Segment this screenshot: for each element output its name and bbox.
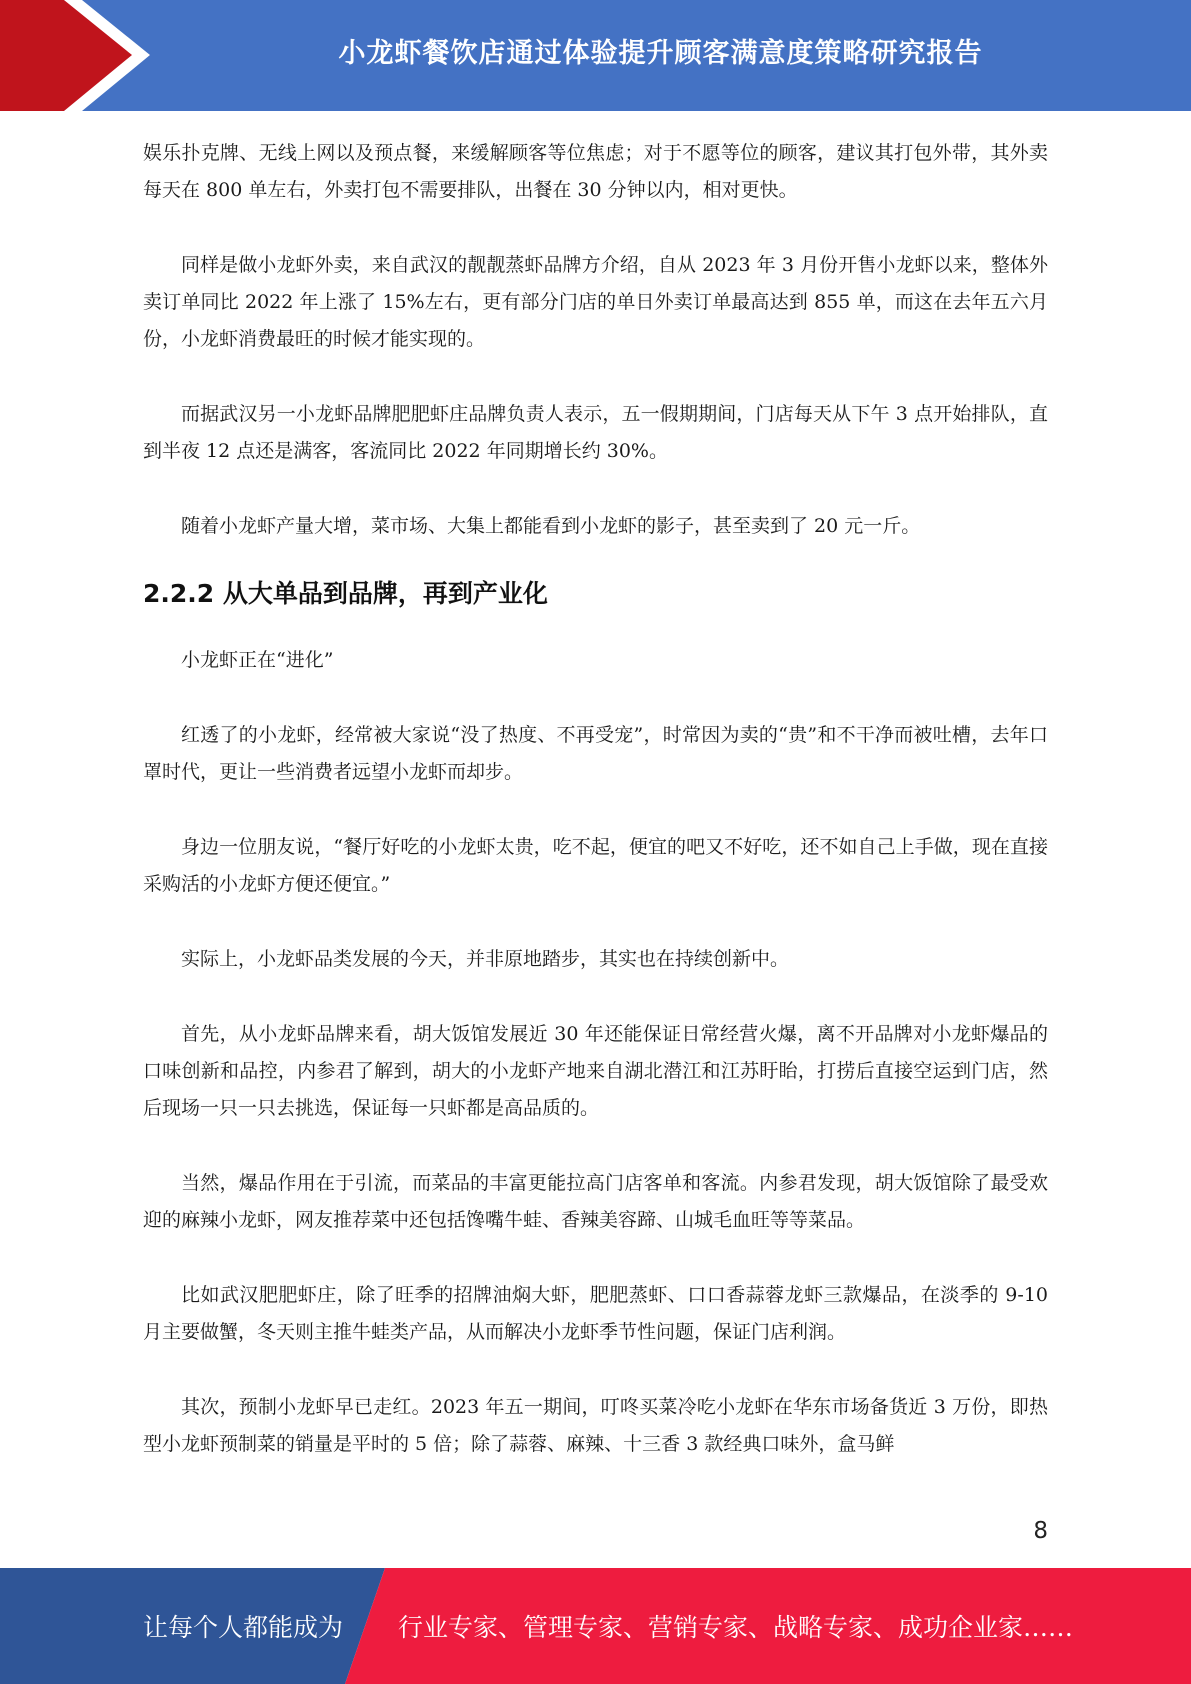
footer-slogan-left: 让每个人都能成为: [143, 1613, 344, 1642]
paragraph: 当然，爆品作用在于引流，而菜品的丰富更能拉高门店客单和客流。内参君发现，胡大饭馆除了最受欢迎的麻辣小龙虾，网友推荐菜中还包括馋嘴牛蛙、香辣美容蹄、山城毛血旺等等菜品。: [143, 1172, 1048, 1231]
paragraph: 红透了的小龙虾，经常被大家说“没了热度、不再受宠”，时常因为卖的“贵”和不干净而被吐槽，去年口罩时代，更让一些消费者远望小龙虾而却步。: [143, 724, 1048, 783]
paragraph: 娱乐扑克牌、无线上网以及预点餐，来缓解顾客等位焦虑；对于不愿等位的顾客，建议其打包外带，其外卖每天在 800 单左右，外卖打包不需要排队，出餐在 30 分钟以内，相对更快。: [143, 142, 1048, 201]
paragraph: 其次，预制小龙虾早已走红。2023 年五一期间，叮咚买菜冷吃小龙虾在华东市场备货近 3 万份，即热型小龙虾预制菜的销量是平时的 5 倍；除了蒜蓉、麻辣、十三香 3 款经典口味外，盒马鲜: [143, 1396, 1048, 1455]
paragraph: 比如武汉肥肥虾庄，除了旺季的招牌油焖大虾，肥肥蒸虾、口口香蒜蓉龙虾三款爆品，在淡季的 9-10 月主要做蟹，冬天则主推牛蛙类产品，从而解决小龙虾季节性问题，保证门店利润。: [143, 1284, 1048, 1343]
paragraph: 身边一位朋友说，“餐厅好吃的小龙虾太贵，吃不起，便宜的吧又不好吃，还不如自己上手做，现在直接采购活的小龙虾方便还便宜。”: [143, 836, 1048, 895]
page-header: [0, 0, 1191, 111]
paragraph: 首先，从小龙虾品牌来看，胡大饭馆发展近 30 年还能保证日常经营火爆，离不开品牌对小龙虾爆品的口味创新和品控，内参君了解到，胡大的小龙虾产地来自湖北潜江和江苏盱眙，打捞后直接空运到门店，然后现场一只一只去挑选，保证每一只虾都是高品质的。: [143, 1023, 1048, 1119]
paragraph: 实际上，小龙虾品类发展的今天，并非原地踏步，其实也在持续创新中。: [181, 948, 790, 970]
footer-slogan-right: 行业专家、管理专家、营销专家、战略专家、成功企业家……: [398, 1613, 1074, 1642]
report-title: 小龙虾餐饮店通过体验提升顾客满意度策略研究报告: [338, 37, 983, 69]
page-number: 8: [1033, 1518, 1048, 1544]
section-heading: 2.2.2 从大单品到品牌，再到产业化: [143, 579, 548, 608]
paragraph: 小龙虾正在“进化”: [181, 649, 334, 671]
paragraph: 随着小龙虾产量大增，菜市场、大集上都能看到小龙虾的影子，甚至卖到了 20 元一斤。: [181, 515, 921, 537]
paragraph: 同样是做小龙虾外卖，来自武汉的靓靓蒸虾品牌方介绍，自从 2023 年 3 月份开售小龙虾以来，整体外卖订单同比 2022 年上涨了 15%左右，更有部分门店的单日外卖订单最高达到 855 单，而这在去年五六月份，小龙虾消费最旺的时候才能实现的。: [143, 254, 1048, 350]
page-footer: [0, 1568, 1191, 1684]
page-body: [143, 135, 1048, 1463]
paragraph: 而据武汉另一小龙虾品牌肥肥虾庄品牌负责人表示，五一假期期间，门店每天从下午 3 点开始排队，直到半夜 12 点还是满客，客流同比 2022 年同期增长约 30%。: [143, 403, 1048, 462]
